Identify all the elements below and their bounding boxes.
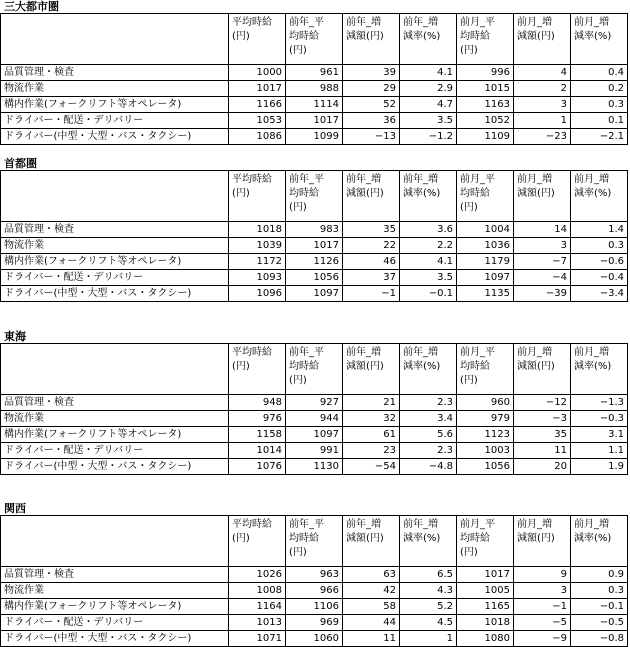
value-cell: 1106 [286, 599, 343, 615]
value-cell: 4.1 [400, 65, 457, 81]
value-cell: 1 [514, 113, 571, 129]
row-label: 品質管理・検査 [1, 222, 229, 238]
column-header-line: 前月_平 [460, 174, 495, 185]
column-header-line: 減額(円) [517, 361, 555, 372]
value-cell: 1163 [457, 97, 514, 113]
value-cell: 1056 [286, 270, 343, 286]
value-cell: 4.5 [400, 615, 457, 631]
column-header-line: 減率(%) [403, 533, 441, 544]
column-header-line: (円) [232, 533, 250, 544]
value-cell: 1123 [457, 427, 514, 443]
value-cell: 966 [286, 583, 343, 599]
column-header-line: 均時給 [289, 31, 319, 42]
value-cell: 3.6 [400, 222, 457, 238]
column-header [229, 14, 286, 65]
value-cell: −3.4 [571, 286, 628, 302]
column-header [571, 344, 628, 395]
value-cell: 1164 [229, 599, 286, 615]
table-row [1, 222, 628, 238]
value-cell: 4.1 [400, 254, 457, 270]
value-cell: 39 [343, 65, 400, 81]
column-header-line: 前年_平 [289, 519, 324, 530]
column-header-line: 減額(円) [346, 533, 384, 544]
table-row [1, 583, 628, 599]
column-header-line: 減率(%) [574, 361, 612, 372]
column-header-line: (円) [289, 547, 307, 558]
value-cell: 42 [343, 583, 400, 599]
value-cell: 1172 [229, 254, 286, 270]
value-cell: 1097 [457, 270, 514, 286]
value-cell: 21 [343, 395, 400, 411]
data-table [0, 13, 628, 145]
column-header-line: 前年_平 [289, 174, 324, 185]
value-cell: −0.4 [571, 270, 628, 286]
value-cell: 944 [286, 411, 343, 427]
value-cell: 0.4 [571, 65, 628, 81]
header-blank-cell [1, 344, 229, 395]
column-header-line: 前月_増 [574, 17, 609, 28]
value-cell: 979 [457, 411, 514, 427]
value-cell: 11 [343, 631, 400, 647]
value-cell: 1080 [457, 631, 514, 647]
table-row [1, 97, 628, 113]
row-label: 品質管理・検査 [1, 395, 229, 411]
column-header [514, 14, 571, 65]
value-cell: 1056 [457, 459, 514, 475]
value-cell: 2.2 [400, 238, 457, 254]
value-cell: 1014 [229, 443, 286, 459]
value-cell: 1093 [229, 270, 286, 286]
value-cell: −7 [514, 254, 571, 270]
column-header-line: 前月_平 [460, 17, 495, 28]
row-label: 構内作業(フォークリフト等オペレータ) [1, 254, 229, 270]
value-cell: 46 [343, 254, 400, 270]
column-header-line: 前年_増 [346, 174, 381, 185]
value-cell: −0.8 [571, 631, 628, 647]
value-cell: 1071 [229, 631, 286, 647]
value-cell: −4.8 [400, 459, 457, 475]
value-cell: 1 [400, 631, 457, 647]
value-cell: 0.2 [571, 81, 628, 97]
value-cell: 1005 [457, 583, 514, 599]
column-header [571, 516, 628, 567]
value-cell: −1.2 [400, 129, 457, 145]
value-cell: 3.5 [400, 270, 457, 286]
column-header [229, 516, 286, 567]
data-table [0, 170, 628, 302]
column-header [400, 14, 457, 65]
row-label: 構内作業(フォークリフト等オペレータ) [1, 97, 229, 113]
value-cell: 1036 [457, 238, 514, 254]
value-cell: 963 [286, 567, 343, 583]
value-cell: 991 [286, 443, 343, 459]
value-cell: 1166 [229, 97, 286, 113]
value-cell: 1135 [457, 286, 514, 302]
value-cell: 5.6 [400, 427, 457, 443]
column-header-line: 平均時給 [232, 519, 272, 530]
value-cell: 1130 [286, 459, 343, 475]
value-cell: 22 [343, 238, 400, 254]
data-table [0, 343, 628, 475]
column-header-line: 減率(%) [403, 188, 441, 199]
value-cell: 1109 [457, 129, 514, 145]
value-cell: 61 [343, 427, 400, 443]
table-row [1, 113, 628, 129]
value-cell: 44 [343, 615, 400, 631]
column-header-line: 平均時給 [232, 17, 272, 28]
column-header [457, 14, 514, 65]
column-header-line: 平均時給 [232, 174, 272, 185]
value-cell: 58 [343, 599, 400, 615]
value-cell: 1126 [286, 254, 343, 270]
column-header-line: (円) [232, 361, 250, 372]
column-header [571, 171, 628, 222]
column-header-line: 減率(%) [574, 188, 612, 199]
section-title: 首都圏 [4, 157, 37, 170]
value-cell: 2.3 [400, 443, 457, 459]
value-cell: 1179 [457, 254, 514, 270]
value-cell: 1013 [229, 615, 286, 631]
value-cell: −13 [343, 129, 400, 145]
column-header-line: 均時給 [460, 533, 490, 544]
column-header-line: 前月_増 [574, 174, 609, 185]
value-cell: 20 [514, 459, 571, 475]
value-cell: −0.1 [400, 286, 457, 302]
value-cell: 4 [514, 65, 571, 81]
value-cell: 1017 [229, 81, 286, 97]
row-label: ドライバー・配送・デリバリー [1, 113, 229, 129]
value-cell: 996 [457, 65, 514, 81]
value-cell: −3 [514, 411, 571, 427]
header-row [1, 14, 628, 65]
column-header-line: (円) [289, 375, 307, 386]
value-cell: 3 [514, 238, 571, 254]
column-header [457, 344, 514, 395]
column-header-line: 前月_平 [460, 519, 495, 530]
value-cell: 1000 [229, 65, 286, 81]
column-header [457, 516, 514, 567]
value-cell: 23 [343, 443, 400, 459]
value-cell: 1076 [229, 459, 286, 475]
value-cell: −0.1 [571, 599, 628, 615]
header-blank-cell [1, 14, 229, 65]
value-cell: −5 [514, 615, 571, 631]
value-cell: 1015 [457, 81, 514, 97]
value-cell: 6.5 [400, 567, 457, 583]
value-cell: 1004 [457, 222, 514, 238]
column-header [400, 344, 457, 395]
table-row [1, 270, 628, 286]
column-header-line: 前年_平 [289, 17, 324, 28]
value-cell: 2.3 [400, 395, 457, 411]
value-cell: 1017 [457, 567, 514, 583]
column-header-line: 均時給 [289, 188, 319, 199]
value-cell: 1165 [457, 599, 514, 615]
row-label: ドライバー(中型・大型・バス・タクシー) [1, 129, 229, 145]
column-header [229, 171, 286, 222]
table-row [1, 443, 628, 459]
table-row [1, 286, 628, 302]
value-cell: 2 [514, 81, 571, 97]
value-cell: −9 [514, 631, 571, 647]
column-header-line: 減額(円) [517, 533, 555, 544]
value-cell: 1017 [286, 238, 343, 254]
column-header-line: (円) [289, 45, 307, 56]
value-cell: 1017 [286, 113, 343, 129]
value-cell: 0.3 [571, 97, 628, 113]
value-cell: 976 [229, 411, 286, 427]
column-header [286, 171, 343, 222]
value-cell: 4.3 [400, 583, 457, 599]
column-header-line: 前年_増 [403, 519, 438, 530]
column-header [514, 171, 571, 222]
value-cell: −23 [514, 129, 571, 145]
column-header-line: (円) [460, 45, 478, 56]
value-cell: 961 [286, 65, 343, 81]
value-cell: 0.9 [571, 567, 628, 583]
value-cell: 3 [514, 97, 571, 113]
column-header-line: 減額(円) [517, 31, 555, 42]
value-cell: 35 [343, 222, 400, 238]
value-cell: 32 [343, 411, 400, 427]
column-header-line: 前月_増 [574, 519, 609, 530]
value-cell: −0.3 [571, 411, 628, 427]
column-header [286, 516, 343, 567]
column-header-line: 平均時給 [232, 347, 272, 358]
table-row [1, 599, 628, 615]
value-cell: 29 [343, 81, 400, 97]
value-cell: 988 [286, 81, 343, 97]
column-header [286, 344, 343, 395]
table-row [1, 631, 628, 647]
value-cell: −1 [514, 599, 571, 615]
row-label: 物流作業 [1, 411, 229, 427]
table-row [1, 81, 628, 97]
column-header-line: 均時給 [460, 188, 490, 199]
value-cell: 14 [514, 222, 571, 238]
column-header-line: 減率(%) [403, 31, 441, 42]
row-label: 品質管理・検査 [1, 567, 229, 583]
value-cell: 9 [514, 567, 571, 583]
column-header [343, 14, 400, 65]
value-cell: 1008 [229, 583, 286, 599]
table-row [1, 65, 628, 81]
table-row [1, 427, 628, 443]
row-label: ドライバー(中型・大型・バス・タクシー) [1, 286, 229, 302]
column-header-line: 均時給 [289, 533, 319, 544]
column-header [514, 344, 571, 395]
value-cell: 1.9 [571, 459, 628, 475]
value-cell: 948 [229, 395, 286, 411]
column-header-line: 前月_増 [517, 174, 552, 185]
value-cell: 1097 [286, 427, 343, 443]
value-cell: 3.4 [400, 411, 457, 427]
value-cell: 1026 [229, 567, 286, 583]
table-row [1, 254, 628, 270]
header-row [1, 344, 628, 395]
row-label: ドライバー・配送・デリバリー [1, 270, 229, 286]
value-cell: 1096 [229, 286, 286, 302]
value-cell: 1158 [229, 427, 286, 443]
value-cell: 35 [514, 427, 571, 443]
column-header [400, 171, 457, 222]
column-header-line: 減率(%) [574, 533, 612, 544]
column-header [229, 344, 286, 395]
value-cell: −4 [514, 270, 571, 286]
column-header-line: 減率(%) [574, 31, 612, 42]
column-header-line: (円) [460, 202, 478, 213]
column-header-line: 前年_増 [403, 17, 438, 28]
column-header-line: 前年_平 [289, 347, 324, 358]
value-cell: 4.7 [400, 97, 457, 113]
section-title: 関西 [4, 502, 26, 515]
value-cell: 1099 [286, 129, 343, 145]
column-header-line: 減額(円) [346, 361, 384, 372]
value-cell: 3.1 [571, 427, 628, 443]
value-cell: 1053 [229, 113, 286, 129]
value-cell: −0.6 [571, 254, 628, 270]
column-header-line: 減額(円) [346, 188, 384, 199]
column-header-line: 前年_増 [346, 347, 381, 358]
value-cell: 1097 [286, 286, 343, 302]
row-label: 構内作業(フォークリフト等オペレータ) [1, 599, 229, 615]
column-header-line: 前月_増 [517, 347, 552, 358]
column-header-line: 均時給 [289, 361, 319, 372]
section-title: 三大都市圏 [4, 0, 59, 13]
row-label: 品質管理・検査 [1, 65, 229, 81]
column-header-line: (円) [232, 31, 250, 42]
table-row [1, 567, 628, 583]
column-header-line: 前月_増 [574, 347, 609, 358]
column-header-line: (円) [232, 188, 250, 199]
row-label: 物流作業 [1, 81, 229, 97]
table-row [1, 238, 628, 254]
column-header-line: (円) [460, 375, 478, 386]
column-header-line: 前月_増 [517, 519, 552, 530]
data-table [0, 515, 628, 647]
column-header-line: 前年_増 [346, 519, 381, 530]
value-cell: 37 [343, 270, 400, 286]
value-cell: 0.3 [571, 583, 628, 599]
column-header-line: 前月_平 [460, 347, 495, 358]
value-cell: 1.4 [571, 222, 628, 238]
value-cell: −1 [343, 286, 400, 302]
column-header-line: 均時給 [460, 31, 490, 42]
column-header [514, 516, 571, 567]
value-cell: −0.5 [571, 615, 628, 631]
column-header-line: 前年_増 [403, 347, 438, 358]
column-header-line: 前年_増 [403, 174, 438, 185]
column-header [343, 344, 400, 395]
value-cell: 927 [286, 395, 343, 411]
value-cell: 960 [457, 395, 514, 411]
column-header-line: 減額(円) [346, 31, 384, 42]
header-blank-cell [1, 171, 229, 222]
value-cell: −12 [514, 395, 571, 411]
value-cell: 1052 [457, 113, 514, 129]
column-header [343, 516, 400, 567]
value-cell: 36 [343, 113, 400, 129]
row-label: ドライバー・配送・デリバリー [1, 443, 229, 459]
value-cell: −39 [514, 286, 571, 302]
table-row [1, 395, 628, 411]
value-cell: −54 [343, 459, 400, 475]
column-header-line: 減額(円) [517, 188, 555, 199]
table-row [1, 615, 628, 631]
value-cell: −1.3 [571, 395, 628, 411]
value-cell: 1060 [286, 631, 343, 647]
column-header [343, 171, 400, 222]
row-label: ドライバー(中型・大型・バス・タクシー) [1, 631, 229, 647]
value-cell: 1018 [229, 222, 286, 238]
column-header [457, 171, 514, 222]
value-cell: 63 [343, 567, 400, 583]
value-cell: 3 [514, 583, 571, 599]
value-cell: 52 [343, 97, 400, 113]
column-header-line: (円) [289, 202, 307, 213]
value-cell: 0.3 [571, 238, 628, 254]
row-label: ドライバー・配送・デリバリー [1, 615, 229, 631]
value-cell: 1018 [457, 615, 514, 631]
column-header [286, 14, 343, 65]
value-cell: 1.1 [571, 443, 628, 459]
value-cell: 11 [514, 443, 571, 459]
table-row [1, 411, 628, 427]
row-label: ドライバー(中型・大型・バス・タクシー) [1, 459, 229, 475]
header-row [1, 516, 628, 567]
column-header-line: 均時給 [460, 361, 490, 372]
row-label: 構内作業(フォークリフト等オペレータ) [1, 427, 229, 443]
value-cell: 1039 [229, 238, 286, 254]
value-cell: 1114 [286, 97, 343, 113]
header-row [1, 171, 628, 222]
value-cell: 1003 [457, 443, 514, 459]
section-title: 東海 [4, 330, 26, 343]
table-row [1, 129, 628, 145]
value-cell: 3.5 [400, 113, 457, 129]
row-label: 物流作業 [1, 583, 229, 599]
value-cell: 1086 [229, 129, 286, 145]
value-cell: 969 [286, 615, 343, 631]
column-header-line: 前月_増 [517, 17, 552, 28]
column-header [400, 516, 457, 567]
table-row [1, 459, 628, 475]
column-header [571, 14, 628, 65]
value-cell: 2.9 [400, 81, 457, 97]
value-cell: 5.2 [400, 599, 457, 615]
column-header-line: (円) [460, 547, 478, 558]
value-cell: 0.1 [571, 113, 628, 129]
column-header-line: 前年_増 [346, 17, 381, 28]
value-cell: 983 [286, 222, 343, 238]
column-header-line: 減率(%) [403, 361, 441, 372]
header-blank-cell [1, 516, 229, 567]
row-label: 物流作業 [1, 238, 229, 254]
value-cell: −2.1 [571, 129, 628, 145]
